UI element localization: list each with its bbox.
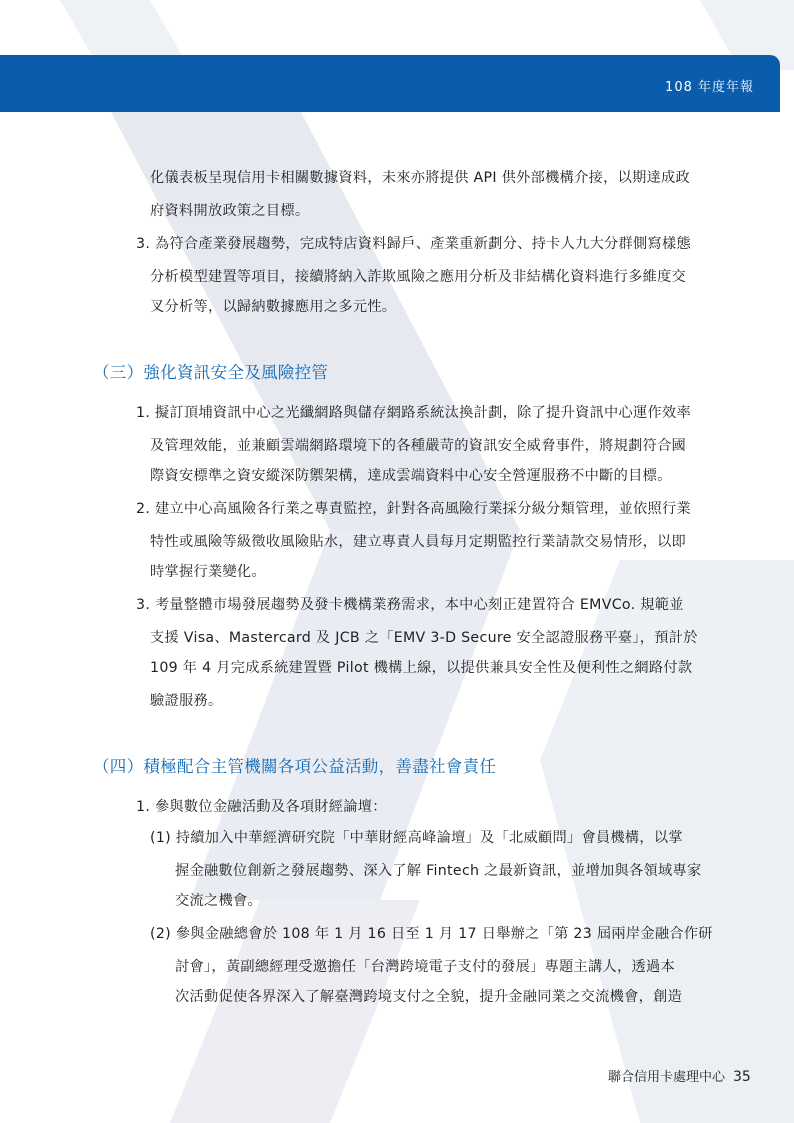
body-line: 支援 Visa、Mastercard 及 JCB 之「EMV 3-D Secure 安全認證服務平臺」，預計於: [150, 630, 698, 646]
body-line: 分析模型建置等項目，接續將納入詐欺風險之應用分析及非結構化資料進行多維度交: [150, 269, 687, 285]
list-item: 2. 建立中心高風險各行業之專責監控，針對各高風險行業採分級分類管理，並依照行業: [136, 501, 691, 517]
report-title: 108 年度年報: [665, 80, 754, 95]
body-line: 及管理效能，並兼顧雲端網路環境下的各種嚴苛的資訊安全威脅事件，將規劃符合國: [150, 438, 687, 454]
body-line: 府資料開放政策之目標。: [150, 203, 310, 219]
page-footer: [608, 1066, 751, 1085]
body-line: 叉分析等，以歸納數據應用之多元性。: [150, 299, 397, 315]
section-heading-4: （四）積極配合主管機關各項公益活動，善盡社會責任: [93, 757, 497, 776]
header-band: [0, 55, 780, 112]
organization-name: 聯合信用卡處理中心: [608, 1070, 726, 1085]
list-item: 3. 為符合產業發展趨勢，完成特店資料歸戶、產業重新劃分、持卡人九大分群側寫樣態: [136, 236, 691, 252]
body-line: 交流之機會。: [175, 893, 262, 909]
body-line: 化儀表板呈現信用卡相關數據資料，未來亦將提供 API 供外部機構介接，以期達成政: [150, 170, 691, 186]
page-number: 35: [733, 1069, 751, 1085]
sub-list-item: (1) 持續加入中華經濟研究院「中華財經高峰論壇」及「北威顧問」會員機構，以掌: [150, 830, 683, 846]
body-line: 時掌握行業變化。: [150, 564, 266, 580]
list-item: 1. 擬訂頂埔資訊中心之光纖網路與儲存網路系統汰換計劃，除了提升資訊中心運作效率: [136, 405, 691, 421]
list-item: 3. 考量整體市場發展趨勢及發卡機構業務需求，本中心刻正建置符合 EMVCo. 規範並: [136, 597, 684, 613]
body-line: 驗證服務。: [150, 693, 223, 709]
body-line: 際資安標準之資安縱深防禦架構，達成雲端資料中心安全營運服務不中斷的目標。: [150, 468, 672, 484]
section-heading-3: （三）強化資訊安全及風險控管: [93, 363, 329, 382]
body-line: 次活動促使各界深入了解臺灣跨境支付之全貌，提升金融同業之交流機會，創造: [175, 989, 683, 1005]
sub-list-item: (2) 參與金融總會於 108 年 1 月 16 日至 1 月 17 日舉辦之「第 23 屆兩岸金融合作研: [150, 926, 713, 942]
list-item: 1. 參與數位金融活動及各項財經論壇：: [136, 799, 387, 815]
body-line: 握金融數位創新之發展趨勢、深入了解 Fintech 之最新資訊，並增加與各領域專家: [175, 863, 702, 879]
body-line: 特性或風險等級徵收風險貼水，建立專責人員每月定期監控行業請款交易情形，以即: [150, 534, 687, 550]
body-line: 109 年 4 月完成系統建置暨 Pilot 機構上線，以提供兼具安全性及便利性之網路付款: [150, 660, 693, 676]
body-line: 討會」，黃副總經理受邀擔任「台灣跨境電子支付的發展」專題主講人，透過本: [175, 959, 675, 975]
